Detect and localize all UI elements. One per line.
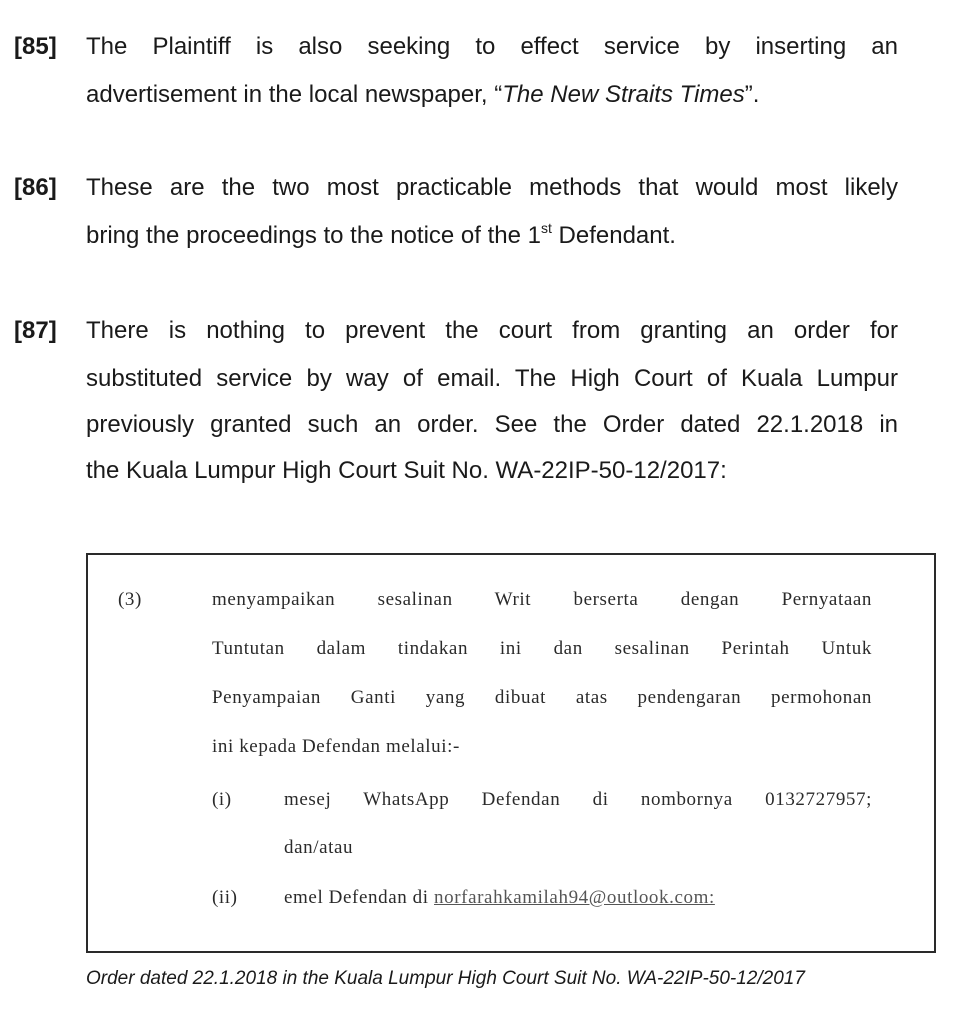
quote-line: menyampaikan sesalinan Writ berserta dengan Pernyataan xyxy=(212,589,872,610)
paragraph-number: [86] xyxy=(14,174,57,201)
paragraph-line: These are the two most practicable methods that would most likely xyxy=(86,174,898,201)
sub-item-text xyxy=(284,883,715,913)
text-fragment: ”. xyxy=(744,81,760,108)
paragraph-line: previously granted such an order. See the Order dated 22.1.2018 in xyxy=(86,411,898,438)
sub-item-text: dan/atau xyxy=(284,837,354,858)
newspaper-title: The New Straits Times xyxy=(502,81,745,108)
text-fragment: Defendant. xyxy=(551,222,676,249)
paragraph-line: There is nothing to prevent the court from granting an order for xyxy=(86,317,898,344)
quote-line: ini kepada Defendan melalui:- xyxy=(212,736,460,757)
paragraph-number: [87] xyxy=(14,317,57,344)
paragraph-line: substituted service by way of email. The High Court of Kuala Lumpur xyxy=(86,365,898,392)
sub-item-text: mesej WhatsApp Defendan di nombornya 0132727957; xyxy=(284,789,872,810)
quote-item-number: (3) xyxy=(118,589,142,610)
text-fragment: advertisement in the local newspaper, “ xyxy=(86,81,503,108)
paragraph-line xyxy=(86,72,898,118)
quote-line: Tuntutan dalam tindakan ini dan sesalinan Perintah Untuk xyxy=(212,638,872,659)
quote-caption: Order dated 22.1.2018 in the Kuala Lumpur High Court Suit No. WA-22IP-50-12/2017 xyxy=(86,968,805,989)
email-link[interactable]: norfarahkamilah94@outlook.com: xyxy=(434,887,715,908)
text-fragment: emel Defendan di xyxy=(284,887,435,908)
paragraph-number: [85] xyxy=(14,33,57,60)
quote-line: Penyampaian Ganti yang dibuat atas pendengaran permohonan xyxy=(212,687,872,708)
ordinal-suffix: st xyxy=(540,220,552,236)
text-fragment: bring the proceedings to the notice of the 1 xyxy=(86,222,541,249)
paragraph-line: The Plaintiff is also seeking to effect service by inserting an xyxy=(86,33,898,60)
paragraph-line: the Kuala Lumpur High Court Suit No. WA-22IP-50-12/2017: xyxy=(86,457,727,484)
paragraph-line xyxy=(86,213,898,259)
quoted-order-box xyxy=(86,553,936,953)
sub-item-label: (ii) xyxy=(212,887,238,908)
sub-item-label: (i) xyxy=(212,789,232,810)
